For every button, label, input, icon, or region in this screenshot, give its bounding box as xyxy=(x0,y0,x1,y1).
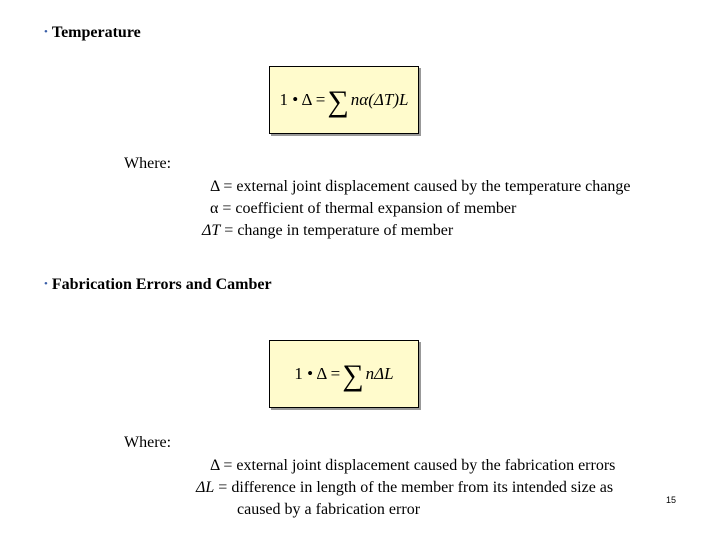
formula-temperature xyxy=(269,66,419,134)
formula-fabrication xyxy=(269,340,419,408)
definition-text: = difference in length of the member from its intended size as xyxy=(214,479,614,496)
formula-rhs: nα(ΔT)L xyxy=(350,90,409,109)
summation-symbol: ∑ xyxy=(342,359,364,392)
page-number: 15 xyxy=(666,495,677,505)
definition-symbol: ΔT xyxy=(202,222,221,239)
definition-delta xyxy=(210,178,630,196)
definition-symbol: ΔL xyxy=(196,479,215,496)
definition-continuation: caused by a fabrication error xyxy=(237,501,421,518)
definition-alpha xyxy=(210,200,516,218)
definition-text: = coefficient of thermal expansion of member xyxy=(218,200,517,217)
formula-lhs: 1 • Δ = xyxy=(279,90,326,109)
definition-delta-t xyxy=(202,222,453,240)
definition-symbol: α xyxy=(210,200,219,217)
definition-delta-l xyxy=(196,479,613,497)
formula-rhs: nΔL xyxy=(365,364,394,383)
section-heading-temperature: • Temperature xyxy=(44,24,141,41)
summation-symbol: ∑ xyxy=(327,85,349,118)
definition-text: = external joint displacement caused by the fabrication errors xyxy=(219,457,616,474)
bullet-icon: • xyxy=(44,26,48,38)
formula-lhs: 1 • Δ = xyxy=(294,364,341,383)
where-label: Where: xyxy=(124,434,172,451)
section-heading-fabrication: • Fabrication Errors and Camber xyxy=(44,276,272,293)
where-label: Where: xyxy=(124,155,172,172)
definition-text: = change in temperature of member xyxy=(220,222,454,239)
definition-symbol: Δ xyxy=(210,178,220,195)
definition-symbol: Δ xyxy=(210,457,220,474)
bullet-icon: • xyxy=(44,278,48,290)
definition-text: = external joint displacement caused by the temperature change xyxy=(219,178,631,195)
definition-delta xyxy=(210,457,615,475)
